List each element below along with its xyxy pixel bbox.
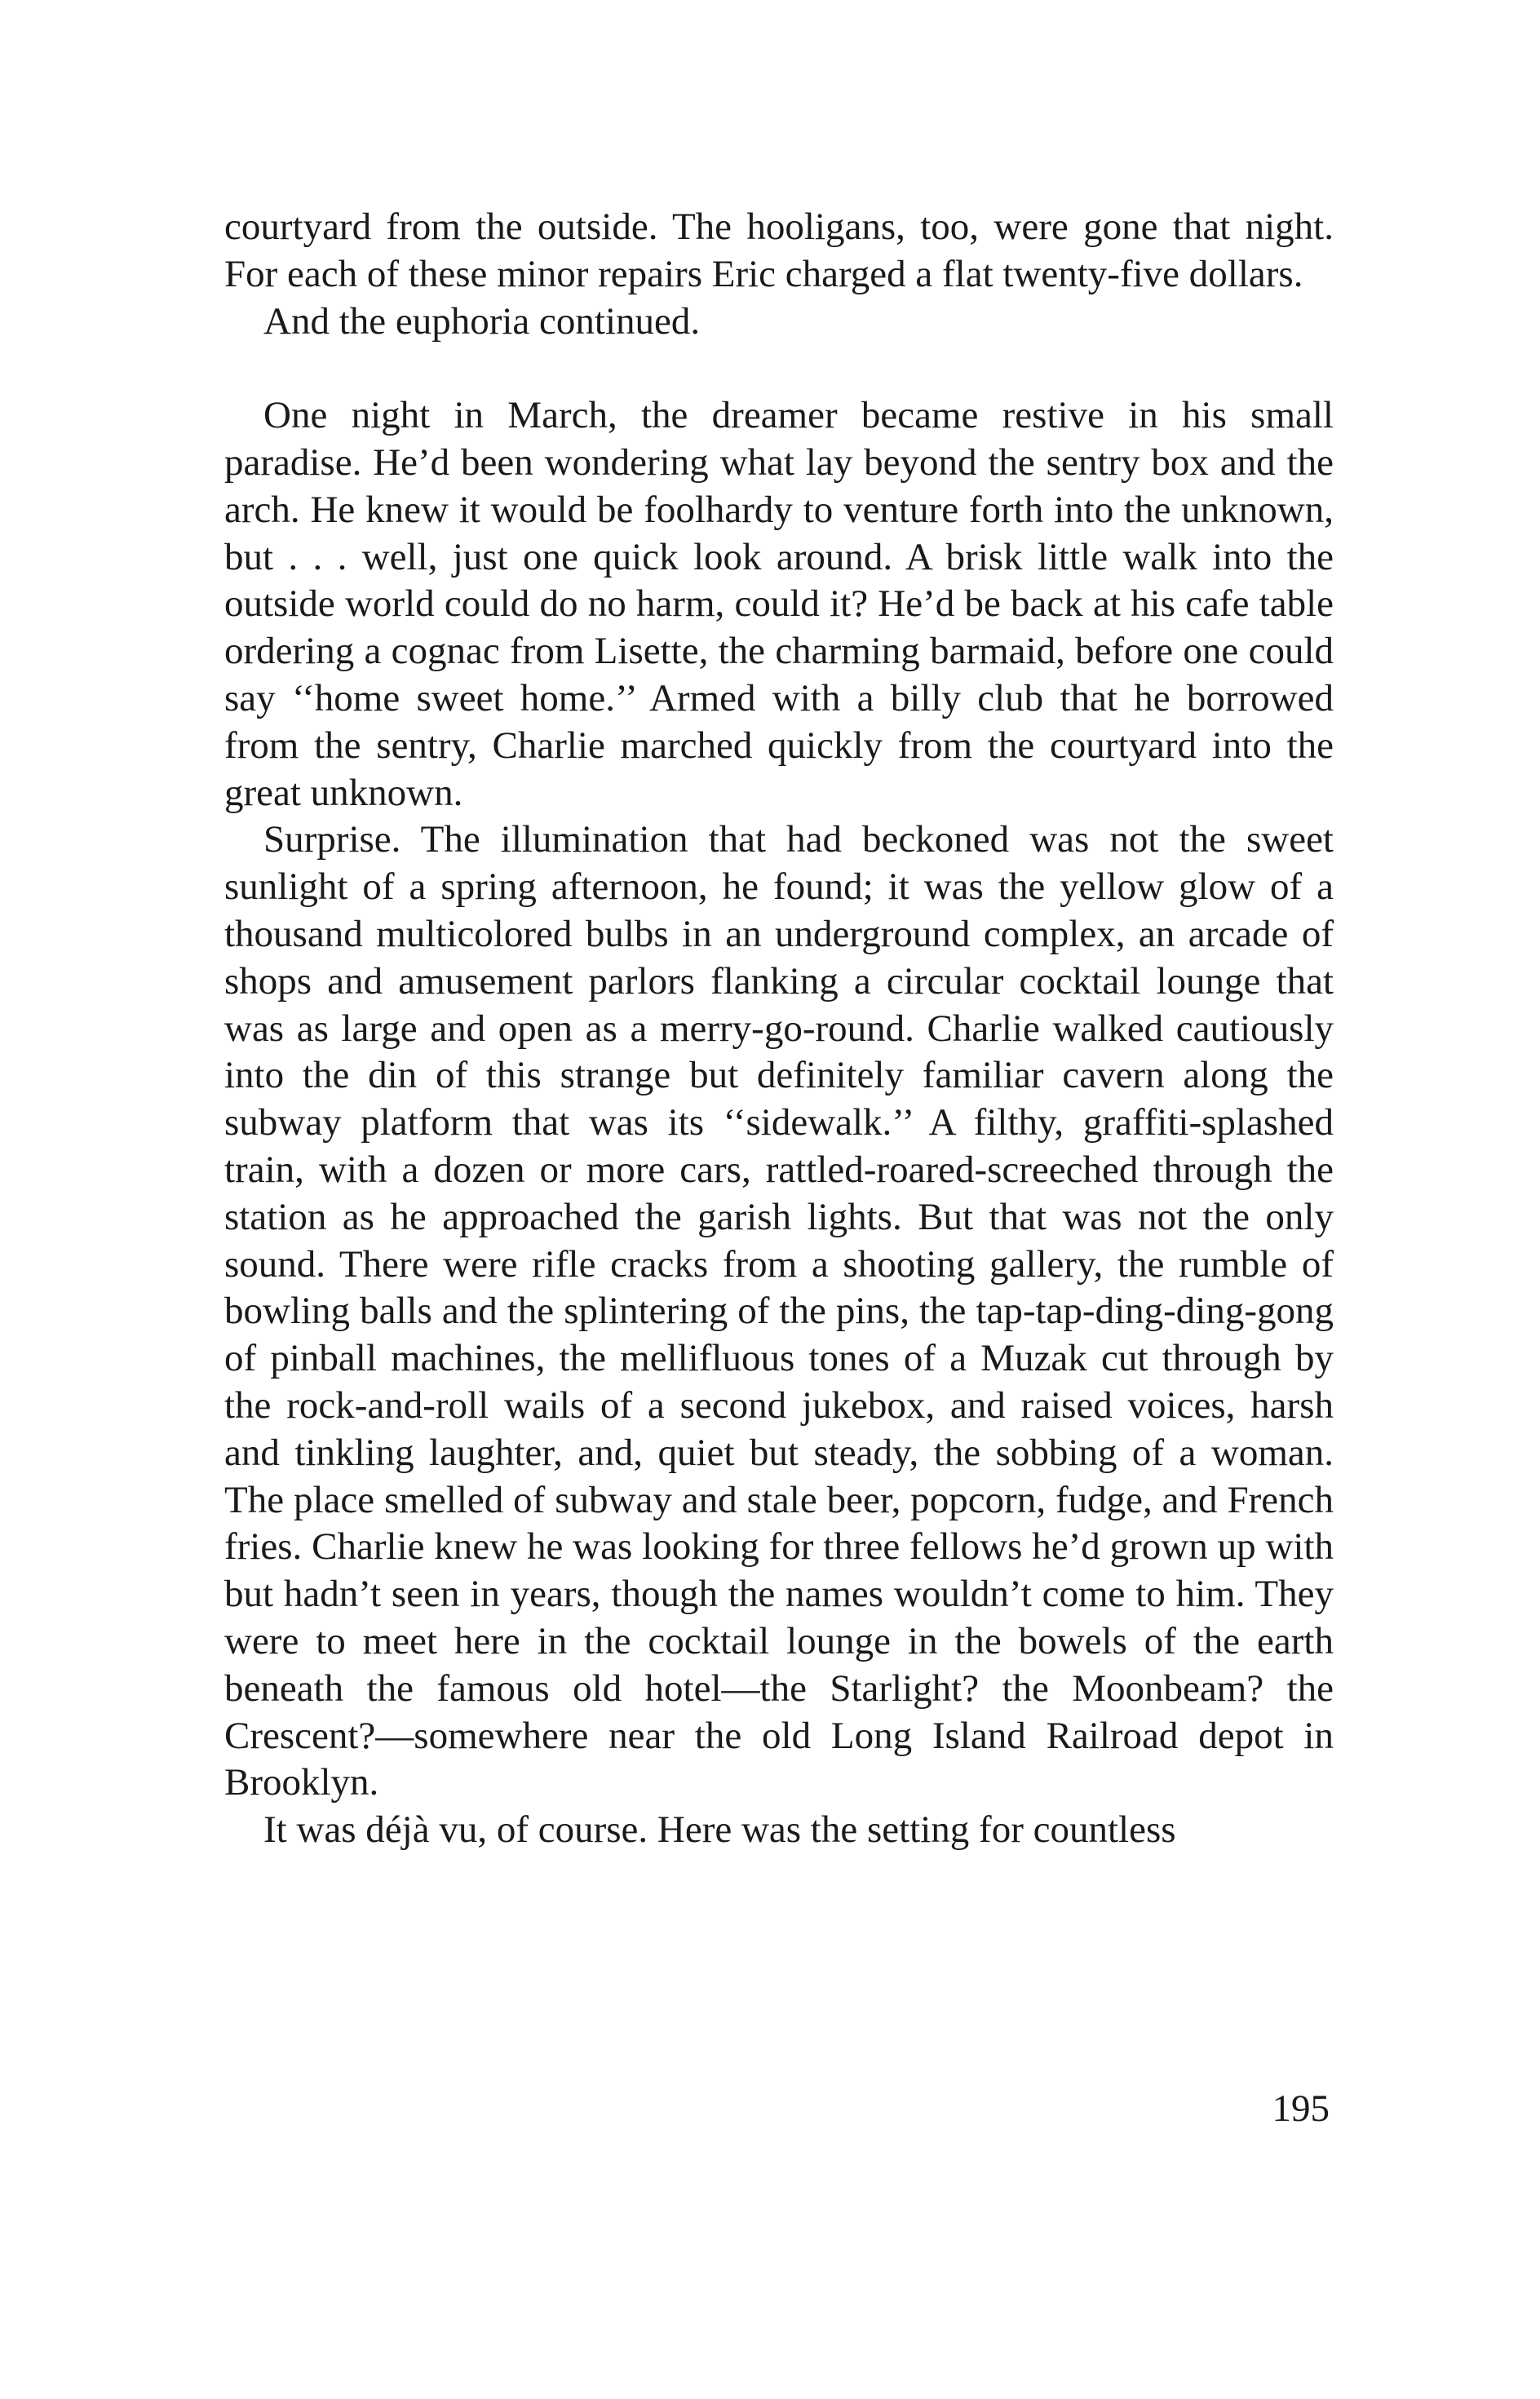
paragraph-deja-vu: It was déjà vu, of course. Here was the setting for countless [263,1808,1176,1852]
body-text [224,204,1334,1854]
paragraph-euphoria: And the euphoria continued. [263,299,701,343]
paragraph-march-night: One night in March, the dreamer became restive in his small paradise. He’d been wondering what lay beyond the sentry box and the arch. He knew it would be foolhardy to venture forth into the unknown, but . . . well, just one quick look around. A brisk little walk into the outside world could do no harm, could it? He’d be back at his cafe table ordering a cognac from Lisette, the charming barmaid, before one could say ‘‘home sweet home.’’ Armed with a billy club that he borrowed from the sentry, Charlie marched quickly from the courtyard into the great unknown. [224,394,1334,814]
paragraph-continuation: courtyard from the outside. The hooligans, too, were gone that night. For each of these minor repairs Eric charged a flat twenty-five dollars. [224,206,1334,295]
paragraph-surprise: Surprise. The illumination that had beckoned was not the sweet sunlight of a spring afternoon, he found; it was the yellow glow of a thousand multicolored bulbs in an underground complex, an arcade of shops and amusement parlors flanking a circular cocktail lounge that was as large and open as a merry-go-round. Charlie walked cautiously into the din of this strange but definitely familiar cavern along the subway platform that was its ‘‘sidewalk.’’ A filthy, graffiti-splashed train, with a dozen or more cars, rattled-roared-screeched through the station as he approached the garish lights. But that was not the only sound. There were rifle cracks from a shooting gallery, the rumble of bowling balls and the splintering of the pins, the tap-tap-ding-ding-gong of pinball machines, the mellifluous tones of a Muzak cut through by the rock-and-roll wails of a second jukebox, and raised voices, harsh and tinkling laughter, and, quiet but steady, the sobbing of a woman. The place smelled of subway and stale beer, popcorn, fudge, and French fries. Charlie knew he was looking for three fellows he’d grown up with but hadn’t seen in years, though the names wouldn’t come to him. They were to meet here in the cocktail lounge in the bowels of the earth beneath the famous old hotel—the Starlight? the Moonbeam? the Crescent?—somewhere near the old Long Island Railroad depot in Brooklyn. [224,818,1334,1804]
page-number: 195 [1272,2087,1330,2130]
